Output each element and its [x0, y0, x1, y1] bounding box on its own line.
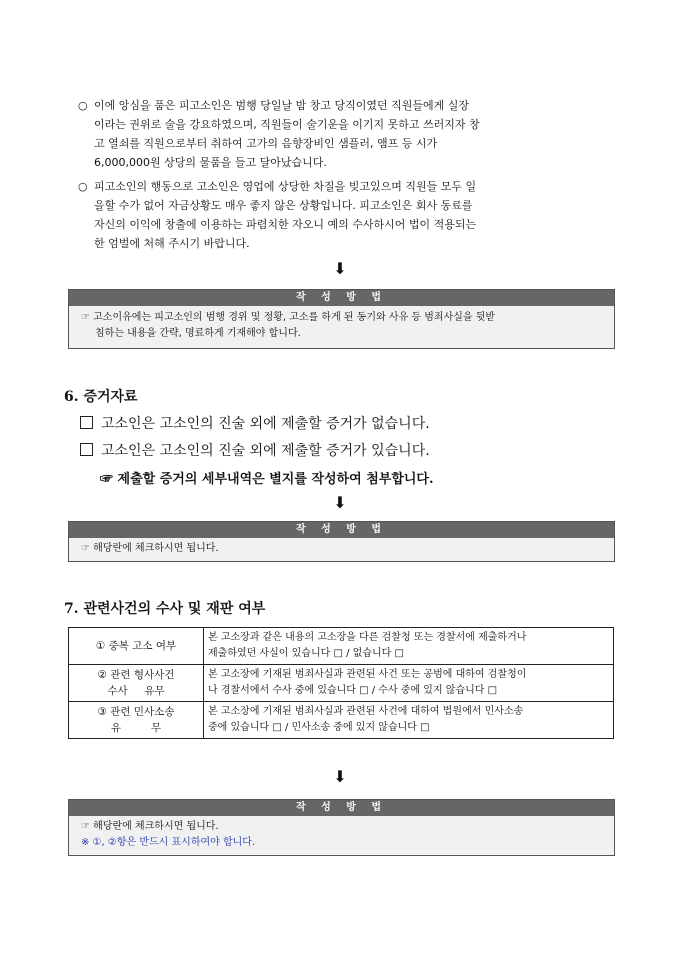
paragraph-line: 자신의 이익에 창출에 이용하는 파렴치한 자오니 예의 수사하시어 법이 적용되는: [94, 218, 477, 231]
row-content-line: 중에 있습니다 □ / 민사소송 중에 있지 않습니다 □: [208, 722, 430, 733]
paragraph-line: 을할 수가 없어 자금상황도 매우 좋지 않은 상황입니다. 피고소인은 회사 동료를: [94, 199, 473, 212]
bullet-mark: ○: [78, 99, 88, 112]
row-content-line: 본 고소장에 기재된 범죄사실과 관련된 사건에 대하여 법원에서 민사소송: [208, 706, 524, 717]
checkbox-icon[interactable]: [80, 416, 93, 429]
paragraph-1: [78, 96, 614, 172]
row-content: [204, 665, 614, 702]
bullet-mark: ○: [78, 180, 88, 193]
row-content-line: 본 고소장과 같은 내용의 고소장을 다른 검찰청 또는 경찰서에 제출하거나: [208, 632, 527, 643]
option-label: 고소인은 고소인의 진술 외에 제출할 증거가 있습니다.: [101, 443, 430, 459]
guide-line: ☞ 해당란에 체크하시면 됩니다.: [81, 821, 219, 832]
table-row: [69, 702, 614, 739]
row-content: [204, 628, 614, 665]
down-arrow-icon: ⬇: [333, 767, 347, 786]
evidence-option-none[interactable]: [80, 412, 430, 436]
evidence-note: ☞ 제출할 증거의 세부내역은 별지를 작성하여 첨부합니다.: [100, 472, 434, 487]
row-content: [204, 702, 614, 739]
guide-title: 작 성 방 법: [69, 800, 614, 816]
paragraph-line: 한 엄벌에 처해 주시기 바랍니다.: [94, 237, 250, 250]
row-content-line: 나 경찰서에서 수사 중에 있습니다 □ / 수사 중에 있지 않습니다 □: [208, 685, 498, 696]
related-cases-table: [68, 627, 614, 739]
section-7-title: 7. 관련사건의 수사 및 재판 여부: [64, 601, 266, 617]
table-row: [69, 665, 614, 702]
row-label: [69, 628, 204, 665]
section-6-title: 6. 증거자료: [64, 389, 138, 405]
row-label-line: 수사 유무: [107, 685, 165, 697]
row-label-line: ② 관련 형사사건: [97, 669, 175, 681]
guide-warning-line: ※ ①, ②항은 반드시 표시하여야 합니다.: [81, 837, 256, 848]
down-arrow-icon: ⬇: [333, 259, 347, 278]
down-arrow-icon: ⬇: [333, 493, 347, 512]
row-content-line: 제출하였던 사실이 있습니다 □ / 없습니다 □: [208, 648, 404, 659]
row-label: [69, 665, 204, 702]
paragraph-line: 고 열쇠를 직원으로부터 취하여 고가의 음향장비인 샘플러, 앰프 등 시가: [94, 137, 438, 150]
row-label: [69, 702, 204, 739]
evidence-option-exists[interactable]: [80, 439, 430, 463]
row-label-line: 유 무: [110, 722, 162, 734]
option-label: 고소인은 고소인의 진술 외에 제출할 증거가 없습니다.: [101, 416, 430, 432]
paragraph-2: [78, 177, 614, 253]
paragraph-line: 이라는 권위로 술을 강요하였으며, 직원들이 술기운을 이기지 못하고 쓰러지자 창: [94, 118, 480, 131]
row-label-line: ① 중복 고소 여부: [95, 640, 177, 652]
guide-line: 침하는 내용을 간략, 명료하게 기재해야 합니다.: [95, 328, 301, 339]
checkbox-icon[interactable]: [80, 443, 93, 456]
table-row: [69, 628, 614, 665]
guide-line: ☞ 고소이유에는 피고소인의 범행 경위 및 정황, 고소를 하게 된 동기와 사유 등 범죄사실을 뒷받: [81, 312, 496, 323]
row-content-line: 본 고소장에 기재된 범죄사실과 관련된 사건 또는 공범에 대하여 검찰청이: [208, 669, 527, 680]
writing-guide-3: [68, 799, 615, 856]
writing-guide-1: [68, 289, 615, 349]
guide-title: 작 성 방 법: [69, 290, 614, 306]
paragraph-line: 피고소인의 행동으로 고소인은 영업에 상당한 차질을 빚고있으며 직원들 모두 일: [94, 180, 477, 193]
paragraph-line: 6,000,000원 상당의 물품을 들고 달아났습니다.: [94, 156, 327, 169]
guide-title: 작 성 방 법: [69, 522, 614, 538]
writing-guide-2: [68, 521, 615, 562]
row-label-line: ③ 관련 민사소송: [97, 706, 175, 718]
paragraph-line: 이에 앙심을 품은 피고소인은 범행 당일날 밤 창고 당직이였던 직원들에게 실장: [94, 99, 469, 112]
guide-line: ☞ 해당란에 체크하시면 됩니다.: [81, 543, 219, 554]
